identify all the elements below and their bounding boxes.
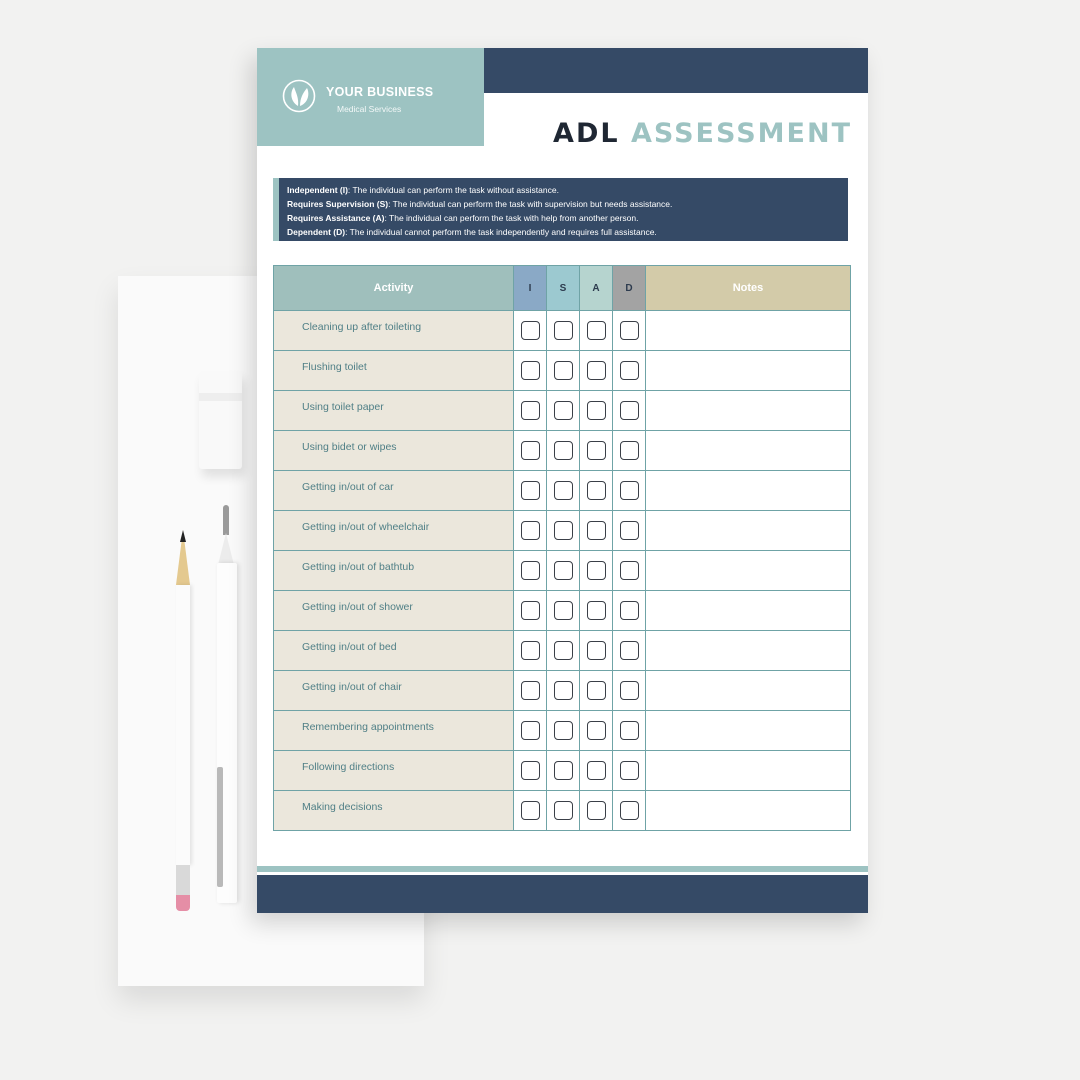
cell-dependent — [613, 551, 646, 591]
table-header-row — [274, 266, 851, 311]
table-row — [274, 791, 851, 831]
header-bar — [484, 48, 868, 93]
checkbox-assistance[interactable] — [587, 401, 606, 420]
cell-supervision — [547, 431, 580, 471]
checkbox-assistance[interactable] — [587, 721, 606, 740]
legend-desc: : The individual can perform the task with help from another person. — [384, 213, 639, 223]
footer-accent-line — [257, 866, 868, 872]
cell-assistance — [580, 431, 613, 471]
checkbox-independent[interactable] — [521, 361, 540, 380]
cell-independent — [514, 431, 547, 471]
checkbox-dependent[interactable] — [620, 441, 639, 460]
checkbox-supervision[interactable] — [554, 601, 573, 620]
checkbox-independent[interactable] — [521, 721, 540, 740]
legend-desc: : The individual can perform the task without assistance. — [347, 185, 559, 195]
checkbox-assistance[interactable] — [587, 601, 606, 620]
legend-desc: : The individual can perform the task with supervision but needs assistance. — [388, 199, 673, 209]
cell-assistance — [580, 791, 613, 831]
cell-assistance — [580, 711, 613, 751]
page-title — [553, 118, 852, 149]
cell-assistance — [580, 591, 613, 631]
checkbox-supervision[interactable] — [554, 561, 573, 580]
cell-supervision — [547, 391, 580, 431]
cell-dependent — [613, 711, 646, 751]
pen-cone — [218, 533, 234, 565]
table-row — [274, 711, 851, 751]
table-row — [274, 631, 851, 671]
checkbox-independent[interactable] — [521, 481, 540, 500]
cell-assistance — [580, 751, 613, 791]
cell-assistance — [580, 471, 613, 511]
checkbox-assistance[interactable] — [587, 321, 606, 340]
legend-term: Independent (I) — [287, 185, 348, 195]
cell-supervision — [547, 671, 580, 711]
checkbox-independent[interactable] — [521, 801, 540, 820]
table-row — [274, 591, 851, 631]
cell-dependent — [613, 751, 646, 791]
checkbox-supervision[interactable] — [554, 401, 573, 420]
checkbox-assistance[interactable] — [587, 561, 606, 580]
pencil-body — [176, 585, 190, 865]
cell-supervision — [547, 511, 580, 551]
title-part-2: ASSESSMENT — [630, 118, 852, 149]
checkbox-independent[interactable] — [521, 441, 540, 460]
checkbox-dependent[interactable] — [620, 361, 639, 380]
activity-name: Getting in/out of bed — [274, 631, 514, 671]
column-header-dependent: D — [613, 266, 646, 311]
checkbox-dependent[interactable] — [620, 521, 639, 540]
pen-clip — [217, 767, 223, 887]
pencil-lead — [180, 530, 186, 542]
checkbox-dependent[interactable] — [620, 321, 639, 340]
notes-cell[interactable] — [646, 711, 851, 751]
legend-term: Dependent (D) — [287, 227, 346, 237]
checkbox-independent[interactable] — [521, 681, 540, 700]
rating-legend — [273, 178, 848, 241]
checkbox-dependent[interactable] — [620, 481, 639, 500]
cell-supervision — [547, 631, 580, 671]
checkbox-dependent[interactable] — [620, 601, 639, 620]
leaf-icon — [282, 79, 316, 113]
pencil-ferrule — [176, 865, 190, 895]
checkbox-assistance[interactable] — [587, 521, 606, 540]
pencil-eraser — [176, 895, 190, 911]
table-row — [274, 751, 851, 791]
checkbox-supervision[interactable] — [554, 441, 573, 460]
cell-independent — [514, 631, 547, 671]
notes-cell[interactable] — [646, 791, 851, 831]
checkbox-supervision[interactable] — [554, 681, 573, 700]
title-part-1: ADL — [553, 118, 620, 149]
activity-name: Getting in/out of chair — [274, 671, 514, 711]
table-row — [274, 431, 851, 471]
checkbox-supervision[interactable] — [554, 641, 573, 660]
notes-cell[interactable] — [646, 511, 851, 551]
pencil-prop — [172, 530, 194, 915]
cell-independent — [514, 751, 547, 791]
notes-cell[interactable] — [646, 351, 851, 391]
activity-name: Remembering appointments — [274, 711, 514, 751]
cell-dependent — [613, 391, 646, 431]
legend-item — [287, 211, 848, 225]
checkbox-independent[interactable] — [521, 601, 540, 620]
brand-subtitle: Medical Services — [337, 104, 402, 114]
notes-cell[interactable] — [646, 551, 851, 591]
checkbox-independent[interactable] — [521, 761, 540, 780]
activity-name: Using bidet or wipes — [274, 431, 514, 471]
table-row — [274, 351, 851, 391]
legend-desc: : The individual cannot perform the task independently and requires full assistance. — [345, 227, 657, 237]
checkbox-supervision[interactable] — [554, 801, 573, 820]
cell-assistance — [580, 351, 613, 391]
assessment-table — [273, 265, 851, 831]
checkbox-assistance[interactable] — [587, 481, 606, 500]
cell-independent — [514, 471, 547, 511]
cell-assistance — [580, 311, 613, 351]
notes-cell[interactable] — [646, 471, 851, 511]
activity-name: Getting in/out of wheelchair — [274, 511, 514, 551]
column-header-assistance: A — [580, 266, 613, 311]
checkbox-assistance[interactable] — [587, 441, 606, 460]
cell-supervision — [547, 471, 580, 511]
checkbox-independent[interactable] — [521, 561, 540, 580]
cell-supervision — [547, 751, 580, 791]
notes-cell[interactable] — [646, 631, 851, 671]
checkbox-independent[interactable] — [521, 521, 540, 540]
eraser-band — [199, 393, 242, 401]
table-row — [274, 311, 851, 351]
activity-name: Flushing toilet — [274, 351, 514, 391]
table-row — [274, 471, 851, 511]
checkbox-independent[interactable] — [521, 321, 540, 340]
checkbox-dependent[interactable] — [620, 401, 639, 420]
cell-supervision — [547, 551, 580, 591]
cell-independent — [514, 511, 547, 551]
cell-dependent — [613, 471, 646, 511]
table-row — [274, 391, 851, 431]
cell-supervision — [547, 791, 580, 831]
cell-supervision — [547, 711, 580, 751]
notes-cell[interactable] — [646, 311, 851, 351]
cell-dependent — [613, 511, 646, 551]
activity-name: Making decisions — [274, 791, 514, 831]
checkbox-supervision[interactable] — [554, 761, 573, 780]
legend-item — [287, 197, 848, 211]
checkbox-supervision[interactable] — [554, 521, 573, 540]
checkbox-dependent[interactable] — [620, 561, 639, 580]
checkbox-independent[interactable] — [521, 641, 540, 660]
activity-name: Following directions — [274, 751, 514, 791]
legend-item — [287, 183, 848, 197]
notes-cell[interactable] — [646, 591, 851, 631]
cell-dependent — [613, 591, 646, 631]
cell-dependent — [613, 431, 646, 471]
table-row — [274, 671, 851, 711]
cell-dependent — [613, 311, 646, 351]
cell-independent — [514, 791, 547, 831]
column-header-supervision: S — [547, 266, 580, 311]
notes-cell[interactable] — [646, 751, 851, 791]
checkbox-supervision[interactable] — [554, 481, 573, 500]
checkbox-dependent[interactable] — [620, 721, 639, 740]
cell-assistance — [580, 391, 613, 431]
activity-name: Using toilet paper — [274, 391, 514, 431]
pen-prop — [212, 505, 242, 915]
cell-dependent — [613, 631, 646, 671]
cell-independent — [514, 711, 547, 751]
checkbox-assistance[interactable] — [587, 361, 606, 380]
checkbox-independent[interactable] — [521, 401, 540, 420]
column-header-independent: I — [514, 266, 547, 311]
cell-supervision — [547, 591, 580, 631]
footer-bar — [257, 875, 868, 913]
activity-name: Getting in/out of car — [274, 471, 514, 511]
activity-name: Getting in/out of shower — [274, 591, 514, 631]
brand-name: YOUR BUSINESS — [326, 85, 434, 99]
cell-independent — [514, 671, 547, 711]
checkbox-dependent[interactable] — [620, 681, 639, 700]
checkbox-supervision[interactable] — [554, 321, 573, 340]
table-row — [274, 551, 851, 591]
checkbox-assistance[interactable] — [587, 761, 606, 780]
cell-independent — [514, 551, 547, 591]
checkbox-supervision[interactable] — [554, 721, 573, 740]
checkbox-dependent[interactable] — [620, 641, 639, 660]
checkbox-supervision[interactable] — [554, 361, 573, 380]
cell-independent — [514, 351, 547, 391]
cell-assistance — [580, 671, 613, 711]
cell-supervision — [547, 351, 580, 391]
column-header-activity: Activity — [274, 266, 514, 311]
cell-independent — [514, 391, 547, 431]
cell-independent — [514, 591, 547, 631]
cell-independent — [514, 311, 547, 351]
activity-name: Getting in/out of bathtub — [274, 551, 514, 591]
eraser-prop — [199, 371, 242, 469]
legend-term: Requires Supervision (S) — [287, 199, 389, 209]
legend-item — [287, 225, 848, 239]
checkbox-dependent[interactable] — [620, 761, 639, 780]
checkbox-assistance[interactable] — [587, 801, 606, 820]
notes-cell[interactable] — [646, 671, 851, 711]
notes-cell[interactable] — [646, 431, 851, 471]
notes-cell[interactable] — [646, 391, 851, 431]
checkbox-assistance[interactable] — [587, 641, 606, 660]
cell-dependent — [613, 791, 646, 831]
pen-tip — [223, 505, 229, 535]
checkbox-assistance[interactable] — [587, 681, 606, 700]
cell-supervision — [547, 311, 580, 351]
cell-dependent — [613, 351, 646, 391]
cell-assistance — [580, 631, 613, 671]
cell-assistance — [580, 511, 613, 551]
column-header-notes: Notes — [646, 266, 851, 311]
legend-term: Requires Assistance (A) — [287, 213, 385, 223]
activity-name: Cleaning up after toileting — [274, 311, 514, 351]
brand-panel — [257, 48, 484, 146]
checkbox-dependent[interactable] — [620, 801, 639, 820]
adl-assessment-sheet — [257, 48, 868, 913]
cell-assistance — [580, 551, 613, 591]
cell-dependent — [613, 671, 646, 711]
table-row — [274, 511, 851, 551]
